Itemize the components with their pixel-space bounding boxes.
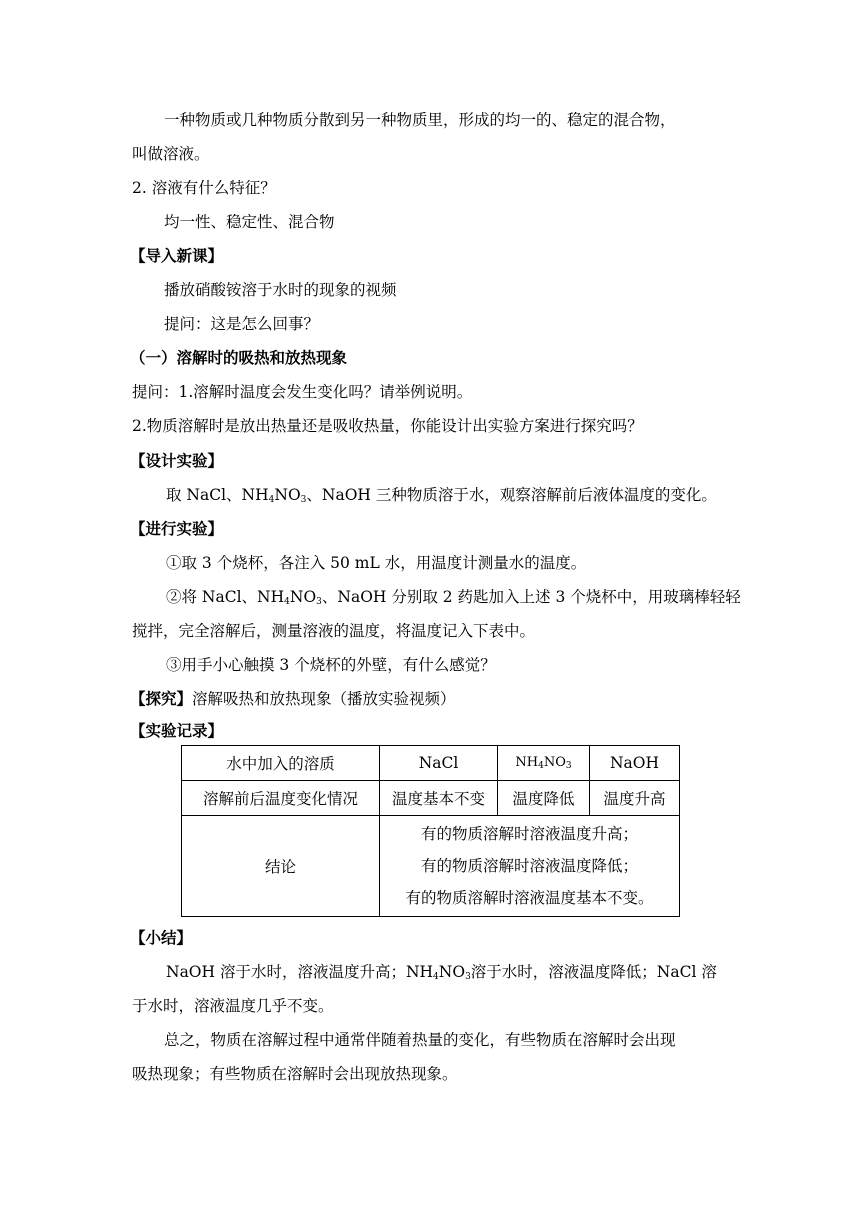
new-lesson-heading: 【导入新课】 — [130, 247, 224, 265]
summary-paragraph-2-line-2: 吸热现象；有些物质在溶解时会出现放热现象。 — [132, 1065, 458, 1083]
table-cell-nh4no3: $NH_4NO_3$ — [498, 746, 590, 781]
summary-paragraph-2-line-1: 总之，物质在溶解过程中通常伴随着热量的变化，有些物质在溶解时会出现 — [164, 1031, 676, 1049]
section-1-heading: （一）溶解时的吸热和放热现象 — [130, 349, 348, 367]
design-heading: 【设计实验】 — [130, 452, 224, 470]
table-cell-naoh: NaOH — [590, 746, 680, 781]
table-row — [182, 781, 680, 816]
conduct-step-1: ①取 3 个烧杯，各注入 50 mL 水，用温度计测量水的温度。 — [166, 554, 587, 572]
explore-text: 溶解吸热和放热现象（播放实验视频） — [192, 690, 456, 708]
table-cell-nacl-temp: 温度基本不变 — [380, 781, 498, 816]
experiment-record-table — [181, 745, 680, 917]
table-cell-conclusion-label: 结论 — [182, 816, 380, 917]
table-cell-naoh-temp: 温度升高 — [590, 781, 680, 816]
conduct-heading: 【进行实验】 — [130, 520, 224, 538]
section-1-question-1: 提问：1.溶解时温度会发生变化吗？请举例说明。 — [132, 383, 473, 401]
explore-line — [130, 688, 456, 710]
question-2: 2. 溶液有什么特征？ — [132, 179, 276, 197]
explore-heading: 【探究】 — [130, 690, 193, 708]
table-cell-nh4no3-temp: 温度降低 — [498, 781, 590, 816]
design-text: 取 NaCl、$NH_4NO_3$、NaOH 三种物质溶于水，观察溶解前后液体温度的变化。 — [166, 486, 717, 505]
table-row — [182, 816, 680, 917]
conduct-step-2: ②将 NaCl、$NH_4NO_3$、NaOH 分别取 2 药匙加入上述 3 个烧杯中，用玻璃棒轻轻 — [166, 588, 741, 607]
conduct-step-3: ③用手小心触摸 3 个烧杯的外壁，有什么感觉？ — [166, 656, 496, 674]
table-cell-nacl: NaCl — [380, 746, 498, 781]
summary-paragraph-1: NaOH 溶于水时，溶液温度升高；$NH_4NO_3$溶于水时，溶液温度降低；NaCl 溶 — [166, 963, 717, 982]
new-lesson-video: 播放硝酸铵溶于水时的现象的视频 — [164, 281, 397, 299]
definition-line-1: 一种物质或几种物质分散到另一种物质里，形成的均一的、稳定的混合物， — [164, 111, 676, 129]
summary-heading: 【小结】 — [130, 929, 193, 947]
conclusion-line-1: 有的物质溶解时溶液温度升高； — [420, 825, 638, 843]
table-row — [182, 746, 680, 781]
record-heading: 【实验记录】 — [130, 722, 224, 740]
table-cell-solute-label: 水中加入的溶质 — [182, 746, 380, 781]
table-cell-temp-label: 溶解前后温度变化情况 — [182, 781, 380, 816]
section-1-question-2: 2.物质溶解时是放出热量还是吸收热量，你能设计出实验方案进行探究吗？ — [132, 417, 643, 435]
summary-paragraph-1-line-2: 于水时，溶液温度几乎不变。 — [132, 997, 334, 1015]
table-cell-conclusion — [380, 816, 680, 917]
answer-2: 均一性、稳定性、混合物 — [164, 213, 335, 231]
new-lesson-question: 提问：这是怎么回事？ — [164, 315, 320, 333]
conduct-step-2-line-2: 搅拌，完全溶解后，测量溶液的温度，将温度记入下表中。 — [132, 622, 536, 640]
definition-line-2: 叫做溶液。 — [132, 145, 210, 163]
conclusion-line-2: 有的物质溶解时溶液温度降低； — [420, 857, 638, 875]
conclusion-line-3: 有的物质溶解时溶液温度基本不变。 — [405, 889, 654, 907]
